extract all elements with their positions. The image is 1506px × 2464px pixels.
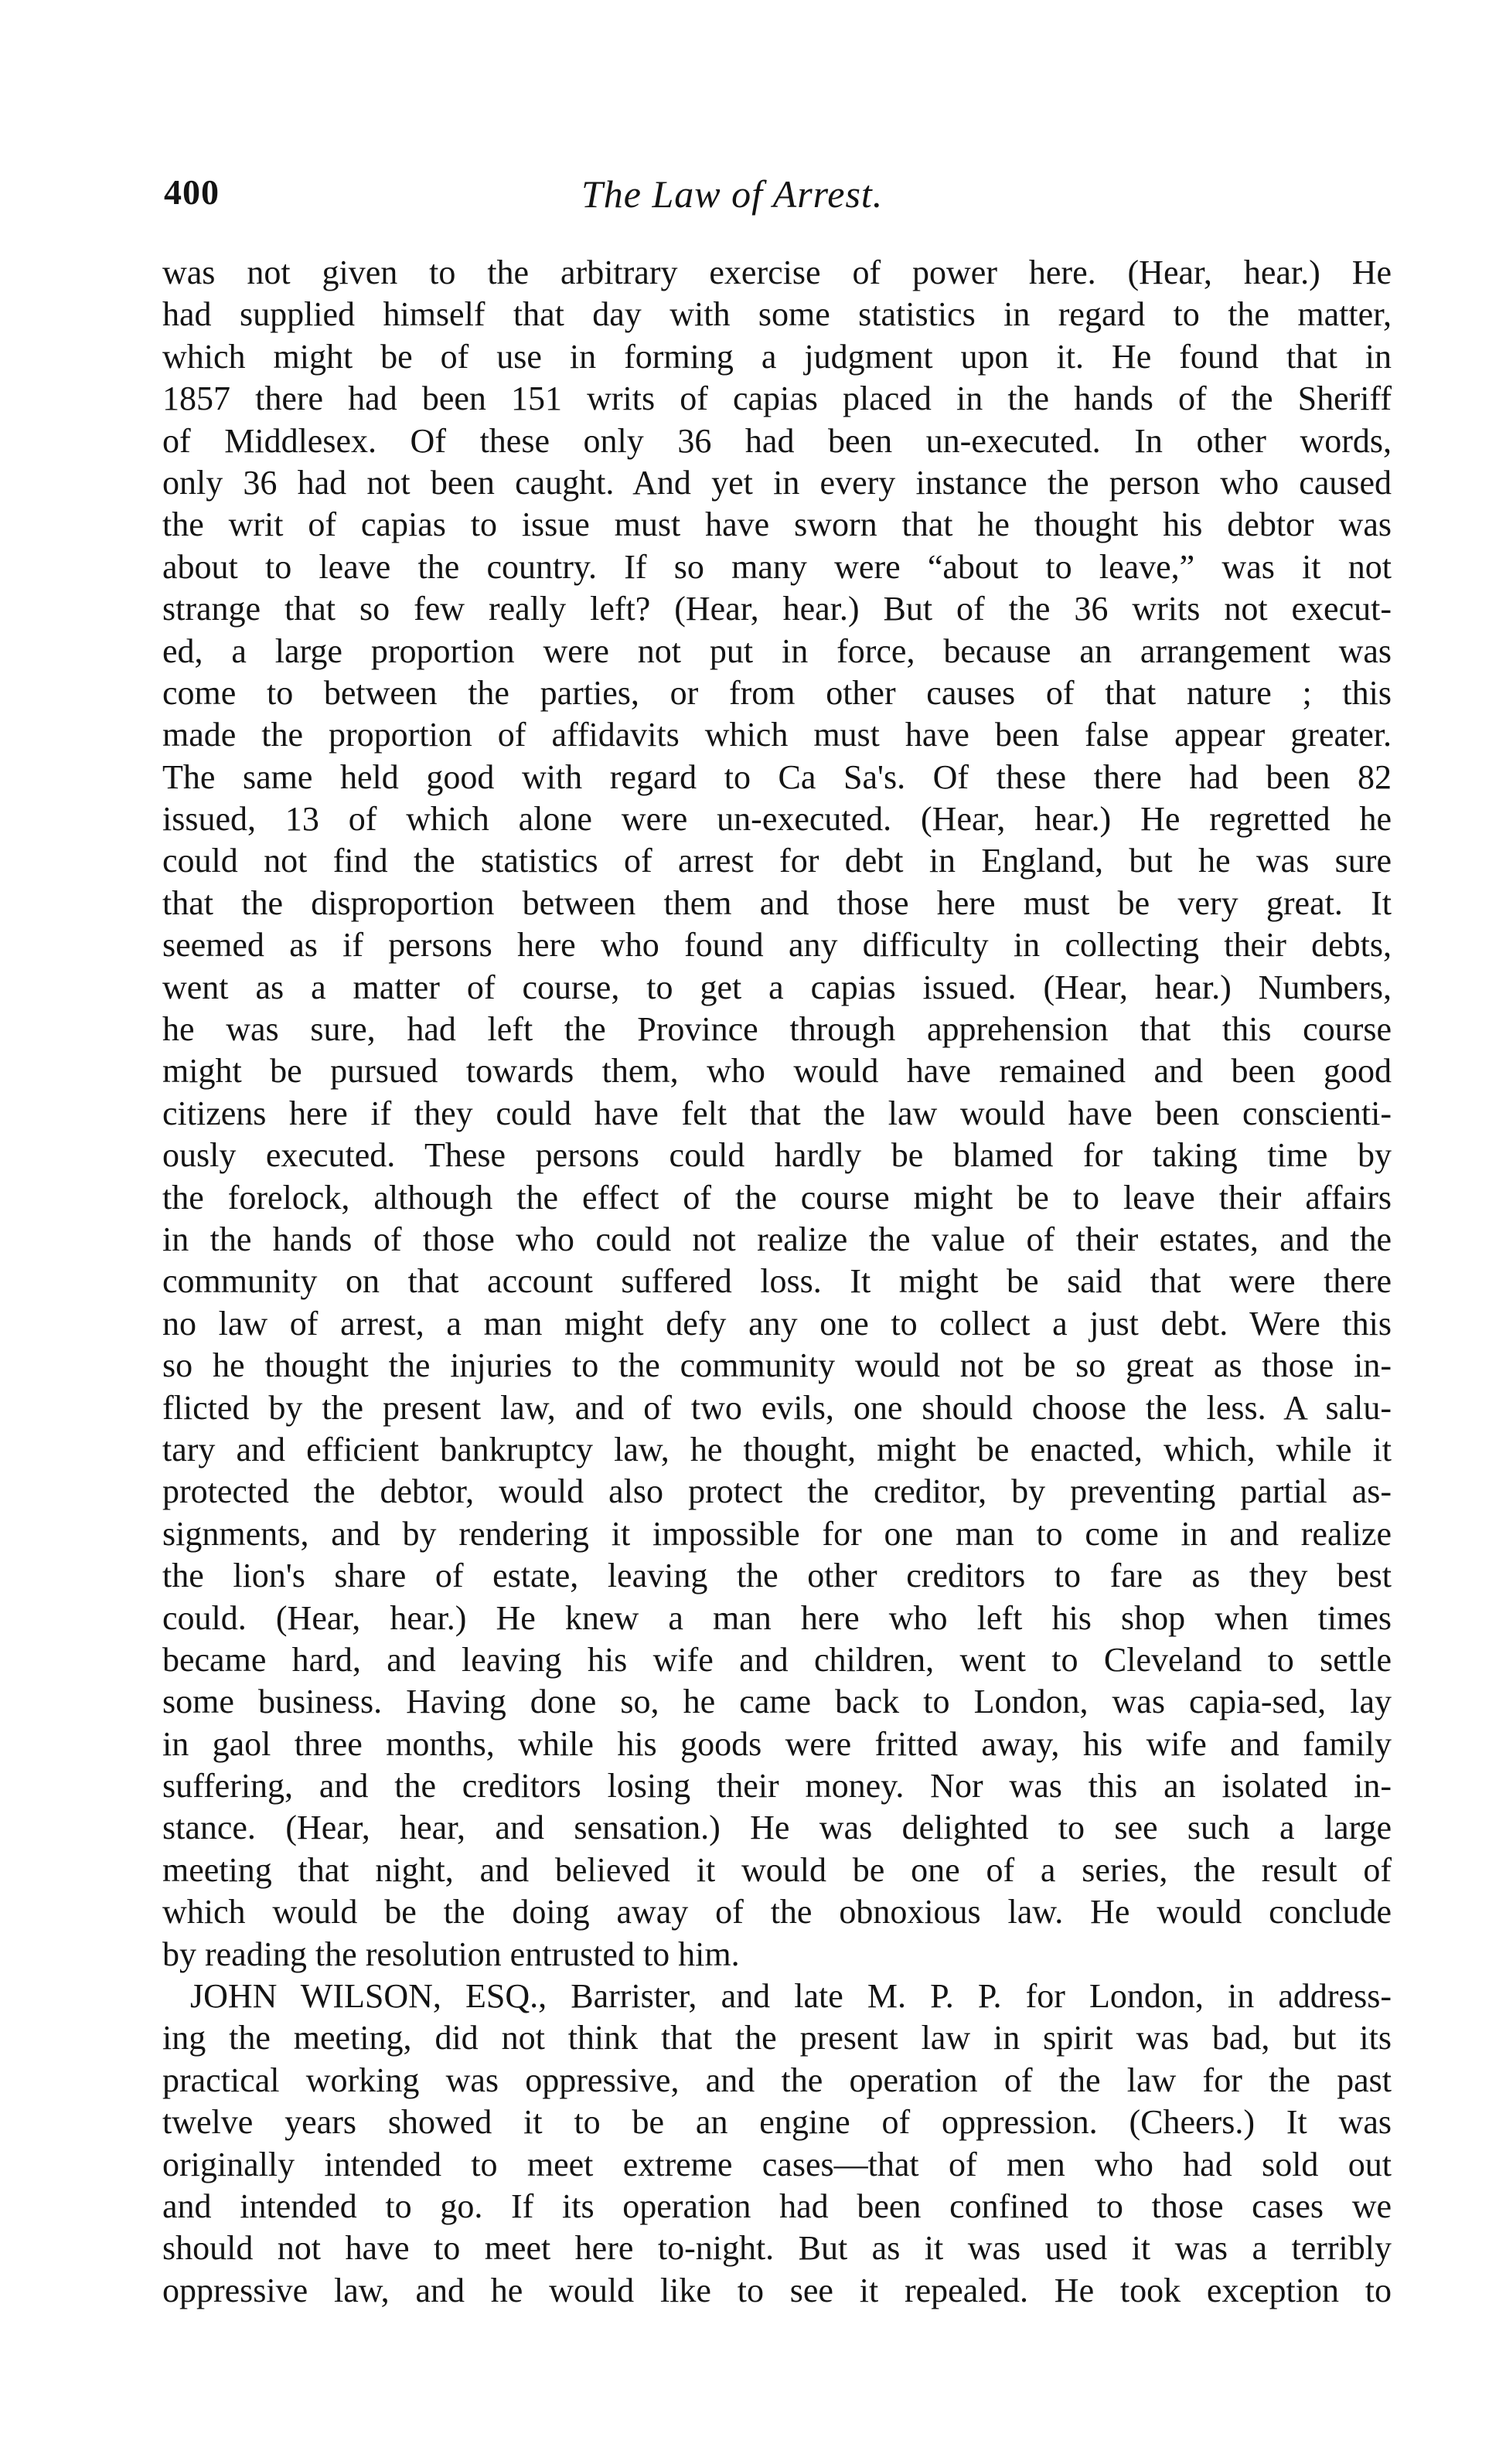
text-line: seemed as if persons here who found any difficulty in collecting their debts, xyxy=(162,926,1392,965)
text-line: citizens here if they could have felt that the law would have been conscienti- xyxy=(162,1094,1392,1132)
body-text xyxy=(162,252,1392,2312)
text-line: became hard, and leaving his wife and children, went to Cleveland to settle xyxy=(162,1640,1392,1679)
text-line: should not have to meet here to-night. But as it was used it was a terribly xyxy=(162,2229,1392,2268)
page-number: 400 xyxy=(164,172,220,212)
text-line: ing the meeting, did not think that the present law in spirit was bad, but its xyxy=(162,2019,1392,2057)
text-line: signments, and by rendering it impossible for one man to come in and realize xyxy=(162,1514,1392,1553)
text-line: might be pursued towards them, who would have remained and been good xyxy=(162,1052,1392,1091)
text-line: about to leave the country. If so many were “about to leave,” was it not xyxy=(162,547,1392,586)
text-line: suffering, and the creditors losing their money. Nor was this an isolated in- xyxy=(162,1767,1392,1805)
text-line: could. (Hear, hear.) He knew a man here who left his shop when times xyxy=(162,1598,1392,1637)
text-line: strange that so few really left? (Hear, hear.) But of the 36 writs not execut- xyxy=(162,590,1392,628)
text-line: in gaol three months, while his goods were fritted away, his wife and family xyxy=(162,1724,1392,1763)
text-line: which would be the doing away of the obnoxious law. He would conclude xyxy=(162,1893,1392,1931)
text-line: twelve years showed it to be an engine of oppression. (Cheers.) It was xyxy=(162,2103,1392,2142)
text-line: tary and efficient bankruptcy law, he thought, might be enacted, which, while it xyxy=(162,1430,1392,1469)
text-line: that the disproportion between them and those here must be very great. It xyxy=(162,883,1392,922)
text-line: community on that account suffered loss. It might be said that were there xyxy=(162,1262,1392,1301)
text-line: 1857 there had been 151 writs of capias placed in the hands of the Sheriff xyxy=(162,379,1392,418)
text-line: in the hands of those who could not realize the value of their estates, and the xyxy=(162,1220,1392,1258)
text-line: so he thought the injuries to the community would not be so great as those in- xyxy=(162,1346,1392,1385)
text-line: was not given to the arbitrary exercise of power here. (Hear, hear.) He xyxy=(162,254,1392,291)
text-line: oppressive law, and he would like to see it repealed. He took exception to xyxy=(162,2271,1392,2309)
running-title: The Law of Arrest. xyxy=(581,172,884,216)
text-line: the forelock, although the effect of the course might be to leave their affairs xyxy=(162,1178,1392,1217)
text-line: stance. (Hear, hear, and sensation.) He was delighted to see such a large xyxy=(162,1809,1392,1847)
text-line: flicted by the present law, and of two evils, one should choose the less. A salu- xyxy=(162,1388,1392,1427)
text-line: issued, 13 of which alone were un-executed. (Hear, hear.) He regretted he xyxy=(162,800,1392,839)
text-line: went as a matter of course, to get a capias issued. (Hear, hear.) Numbers, xyxy=(162,968,1392,1006)
text-line: the lion's share of estate, leaving the other creditors to fare as they best xyxy=(162,1557,1392,1595)
text-line: could not find the statistics of arrest for debt in England, but he was sure xyxy=(162,842,1392,880)
text-line: JOHN WILSON, ESQ., Barrister, and late M. P. P. for London, in address- xyxy=(190,1977,1392,2016)
text-line: no law of arrest, a man might defy any one to collect a just debt. Were this xyxy=(162,1304,1392,1343)
text-line: had supplied himself that day with some statistics in regard to the matter, xyxy=(162,295,1392,334)
text-line: the writ of capias to issue must have sworn that he thought his debtor was xyxy=(162,505,1392,544)
text-line: only 36 had not been caught. And yet in every instance the person who caused xyxy=(162,463,1392,502)
text-line: made the proportion of affidavits which must have been false appear greater. xyxy=(162,716,1392,754)
text-line: some business. Having done so, he came back to London, was capia-sed, lay xyxy=(162,1683,1392,1721)
text-line: of Middlesex. Of these only 36 had been un-executed. In other words, xyxy=(162,421,1392,460)
text-line: The same held good with regard to Ca Sa's. Of these there had been 82 xyxy=(162,757,1392,796)
text-line: by reading the resolution entrusted to him. xyxy=(162,1935,740,1973)
text-line: and intended to go. If its operation had been confined to those cases we xyxy=(162,2187,1392,2225)
text-line: ously executed. These persons could hardly be blamed for taking time by xyxy=(162,1136,1392,1175)
text-line: he was sure, had left the Province through apprehension that this course xyxy=(162,1010,1392,1049)
text-line: protected the debtor, would also protect the creditor, by preventing partial as- xyxy=(162,1472,1392,1511)
running-head xyxy=(164,172,1385,226)
text-line: come to between the parties, or from other causes of that nature ; this xyxy=(162,673,1392,712)
text-line: meeting that night, and believed it would be one of a series, the result of xyxy=(162,1850,1392,1889)
text-line: ed, a large proportion were not put in force, because an arrangement was xyxy=(162,631,1392,670)
text-line: practical working was oppressive, and the operation of the law for the past xyxy=(162,2061,1392,2099)
text-line: originally intended to meet extreme cases—that of men who had sold out xyxy=(162,2145,1392,2183)
text-line: which might be of use in forming a judgment upon it. He found that in xyxy=(162,337,1392,376)
